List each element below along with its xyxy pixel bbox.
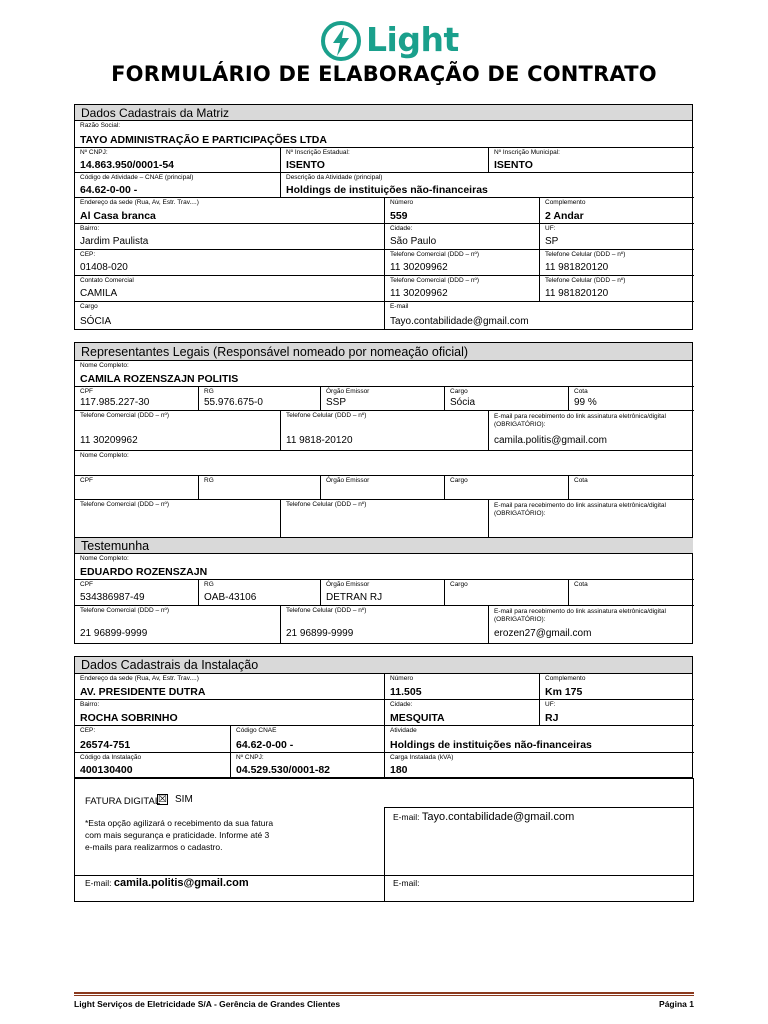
field-cpf[interactable] [74, 386, 198, 410]
field-cpf-2[interactable] [74, 475, 198, 499]
field-value: Holdings de instituições não-financeiras [286, 184, 488, 196]
field-telefone-celular-contato[interactable] [539, 275, 694, 301]
field-telefone-comercial-contato[interactable] [384, 275, 539, 301]
field-label: Telefone Celular (DDD – nº) [286, 501, 367, 508]
field-value: 99 % [574, 397, 597, 408]
field-label: CEP: [80, 727, 96, 734]
field-endereco[interactable] [74, 197, 384, 223]
field-cnae[interactable] [74, 172, 280, 197]
field-bairro[interactable] [74, 223, 384, 249]
field-value: 21 96899-9999 [80, 628, 148, 639]
field-value: 26574-751 [80, 739, 131, 751]
field-label: UF: [545, 701, 556, 708]
field-value: 2 Andar [545, 210, 584, 222]
field-value: 64.62-0-00 - [236, 739, 294, 751]
field-value: CAMILA [80, 288, 118, 299]
field-telefone-comercial[interactable] [384, 249, 539, 275]
field-label: CPF [80, 477, 93, 484]
field-value: Km 175 [545, 686, 583, 698]
field-telefone-celular[interactable] [539, 249, 694, 275]
field-rg[interactable] [198, 386, 320, 410]
field-uf-instalacao[interactable] [539, 699, 694, 725]
field-label: UF: [545, 225, 556, 232]
field-value: erozen27@gmail.com [494, 628, 592, 639]
field-label: Órgão Emissor [326, 388, 370, 395]
field-label: Cargo [450, 477, 468, 484]
field-telefone-comercial-2[interactable] [74, 499, 280, 537]
section-header: Dados Cadastrais da Matriz [75, 105, 692, 121]
field-telefone-celular[interactable] [280, 410, 488, 450]
field-label: Nome Completo: [80, 362, 129, 369]
field-value: TAYO ADMINISTRAÇÃO E PARTICIPAÇÕES LTDA [80, 134, 327, 146]
field-telefone-comercial-testemunha[interactable] [74, 605, 280, 643]
field-email[interactable] [384, 301, 694, 329]
field-numero-instalacao[interactable] [384, 674, 539, 699]
field-label: Telefone Comercial (DDD – nº) [80, 607, 170, 614]
field-orgao-emissor[interactable] [320, 386, 444, 410]
field-label: Telefone Comercial (DDD – nº) [80, 412, 170, 419]
field-value: RJ [545, 712, 559, 724]
field-value: SÓCIA [80, 316, 112, 327]
field-label: Telefone Celular (DDD – nº) [545, 251, 626, 258]
field-value: camila.politis@gmail.com [494, 435, 607, 446]
email-field-2[interactable] [393, 811, 574, 823]
field-value: 04.529.530/0001-82 [236, 764, 331, 776]
field-complemento[interactable] [539, 197, 694, 223]
field-label: Cidade: [390, 225, 413, 232]
field-cpf-testemunha[interactable] [74, 579, 198, 605]
field-value: MESQUITA [390, 712, 445, 724]
field-value: SP [545, 236, 559, 247]
fatura-digital-checkbox[interactable]: ☒ [158, 794, 167, 805]
field-label: Descrição da Atividade (principal) [286, 174, 383, 181]
field-label: E-mail para recebimento do link assinatura eletrônica/digital (OBRIGATÓRIO): [494, 502, 666, 517]
field-label: RG [204, 388, 214, 395]
field-label: Nome Completo: [80, 452, 129, 459]
field-bairro-instalacao[interactable] [74, 699, 384, 725]
field-label: Nome Completo: [80, 555, 129, 562]
field-cota-testemunha[interactable] [568, 579, 694, 605]
field-label: Atividade [390, 727, 417, 734]
section-matriz [74, 104, 693, 330]
field-label: Nº Inscrição Municipal: [494, 149, 560, 156]
field-label: Telefone Comercial (DDD – nº) [390, 251, 480, 258]
field-carga-instalada[interactable] [384, 752, 694, 777]
field-value: CAMILA ROZENSZAJN POLITIS [80, 373, 239, 385]
field-label: Telefone Comercial (DDD – nº) [390, 277, 480, 284]
field-value: 11 9818-20120 [286, 435, 353, 446]
field-value: Jardim Paulista [80, 236, 149, 247]
field-contato-comercial[interactable] [74, 275, 384, 301]
section-header-testemunha: Testemunha [74, 537, 693, 553]
field-value: 534386987-49 [80, 592, 145, 603]
field-orgao-emissor-testemunha[interactable] [320, 579, 444, 605]
field-label: Endereço da sede (Rua, Av, Estr. Trav....) [80, 675, 199, 682]
field-cargo-2[interactable] [444, 475, 568, 499]
section-header: Representantes Legais (Responsável nomeado por nomeação oficial) [75, 343, 692, 361]
field-label: Bairro: [80, 701, 100, 708]
field-label: Contato Comercial [80, 277, 134, 284]
field-value: 559 [390, 210, 408, 222]
field-value: ROCHA SOBRINHO [80, 712, 178, 724]
checkbox-label-sim: SIM [175, 794, 193, 805]
page-number: Página 1 [659, 999, 694, 1009]
field-label: Carga Instalada (kVA) [390, 754, 454, 761]
footer-divider [74, 995, 694, 996]
field-endereco-instalacao[interactable] [74, 674, 384, 699]
lightning-bolt-icon [320, 20, 362, 62]
field-cargo[interactable] [444, 386, 568, 410]
field-numero[interactable] [384, 197, 539, 223]
field-label: RG [204, 477, 214, 484]
field-cidade-instalacao[interactable] [384, 699, 539, 725]
footer-divider [74, 992, 694, 994]
field-label: RG [204, 581, 214, 588]
field-cota[interactable] [568, 386, 694, 410]
field-uf[interactable] [539, 223, 694, 249]
email-value: camila.politis@gmail.com [113, 877, 249, 889]
field-value: 11 981820120 [545, 262, 609, 273]
field-label: Telefone Celular (DDD – nº) [545, 277, 626, 284]
field-label: Cota [574, 477, 588, 484]
field-label: Bairro: [80, 225, 100, 232]
fatura-digital-label: FATURA DIGITAL [85, 796, 161, 807]
field-label: Razão Social: [80, 122, 121, 129]
field-label: Número [390, 675, 414, 682]
field-label: CPF [80, 581, 93, 588]
light-logo [320, 18, 459, 64]
field-cnpj[interactable] [74, 147, 280, 172]
field-codigo-instalacao[interactable] [74, 752, 230, 777]
field-label: Cargo [80, 303, 98, 310]
field-label: Complemento [545, 675, 586, 682]
email-label: E-mail: [393, 812, 420, 822]
field-cnae-instalacao[interactable] [230, 725, 384, 752]
divider [75, 875, 693, 876]
field-cidade[interactable] [384, 223, 539, 249]
field-value: Al Casa branca [80, 210, 156, 222]
field-value: 55.976.675-0 [204, 397, 263, 408]
field-rg-2[interactable] [198, 475, 320, 499]
field-label: Código de Atividade – CNAE (principal) [80, 174, 194, 181]
field-label: Endereço da sede (Rua, Av, Estr. Trav....) [80, 199, 199, 206]
field-email-assinatura[interactable] [488, 410, 694, 450]
field-label: Código CNAE [236, 727, 277, 734]
email-value: Tayo.contabilidade@gmail.com [421, 811, 575, 823]
field-value: 117.985.227-30 [80, 397, 150, 408]
field-label: Telefone Celular (DDD – nº) [286, 412, 367, 419]
field-cota-2[interactable] [568, 475, 694, 499]
footer-company: Light Serviços de Eletricidade S/A - Gerência de Grandes Clientes [74, 999, 341, 1009]
section-header: Dados Cadastrais da Instalação [75, 657, 692, 674]
field-razao-social[interactable] [74, 121, 693, 147]
field-orgao-emissor-2[interactable] [320, 475, 444, 499]
field-label: Cargo [450, 581, 468, 588]
field-value: 64.62-0-00 - [80, 184, 138, 196]
field-complemento-instalacao[interactable] [539, 674, 694, 699]
field-label: E-mail para recebimento do link assinatura eletrônica/digital (OBRIGATÓRIO): [494, 608, 666, 623]
field-value: 400130400 [80, 764, 133, 776]
field-value: São Paulo [390, 236, 437, 247]
field-label: Nº Inscrição Estadual: [286, 149, 350, 156]
field-value: SSP [326, 397, 347, 408]
field-label: E-mail [390, 303, 409, 310]
field-rg-testemunha[interactable] [198, 579, 320, 605]
field-value: AV. PRESIDENTE DUTRA [80, 686, 206, 698]
field-value: 14.863.950/0001-54 [80, 159, 175, 171]
field-value: 11.505 [390, 686, 422, 698]
field-email-assinatura-2[interactable] [488, 499, 694, 537]
field-label: CPF [80, 388, 93, 395]
field-nome-testemunha[interactable] [74, 553, 693, 579]
field-email-assinatura-testemunha[interactable] [488, 605, 694, 643]
field-value: EDUARDO ROZENSZAJN [80, 566, 208, 578]
field-value: 180 [390, 764, 408, 776]
field-value: 11 981820120 [545, 288, 609, 299]
field-value: Tayo.contabilidade@gmail.com [390, 316, 529, 327]
field-label: Cidade: [390, 701, 413, 708]
field-label: Telefone Celular (DDD – nº) [286, 607, 367, 614]
section-fatura-digital [74, 778, 694, 902]
field-telefone-celular-testemunha[interactable] [280, 605, 488, 643]
field-cep[interactable] [74, 249, 384, 275]
divider [384, 807, 693, 808]
field-label: Cota [574, 581, 588, 588]
field-label: Código da Instalação [80, 754, 142, 761]
fatura-note: *Esta opção agilizará o recebimento da sua fatura com mais segurança e praticidade. Informe até 3 e-mails para realizarmos o cadastro. [85, 818, 274, 852]
field-value: Holdings de instituições não-financeiras [390, 739, 592, 751]
field-cargo[interactable] [74, 301, 384, 329]
field-cnpj-instalacao[interactable] [230, 752, 384, 777]
section-instalacao [74, 656, 693, 778]
field-value: ISENTO [286, 159, 325, 171]
field-telefone-celular-2[interactable] [280, 499, 488, 537]
field-value: Sócia [450, 397, 476, 408]
field-label: Número [390, 199, 414, 206]
field-label: Cargo [450, 388, 468, 395]
field-value: 11 30209962 [390, 262, 448, 273]
field-nome-representante[interactable] [74, 361, 693, 386]
field-atividade-instalacao[interactable] [384, 725, 694, 752]
field-inscricao-municipal[interactable] [488, 147, 694, 172]
field-value: 11 30209962 [80, 435, 138, 446]
field-label: Telefone Comercial (DDD – nº) [80, 501, 170, 508]
email-label: E-mail: [393, 878, 420, 888]
brand-name: Light [366, 20, 459, 59]
field-descricao-atividade[interactable] [280, 172, 694, 197]
field-label: Cota [574, 388, 588, 395]
field-value: 01408-020 [80, 262, 128, 273]
email-label: E-mail: [85, 878, 112, 888]
email-field-1[interactable] [85, 877, 249, 889]
page-title: FORMULÁRIO DE ELABORAÇÃO DE CONTRATO [111, 62, 657, 86]
field-value: DETRAN RJ [326, 592, 383, 603]
divider [384, 807, 385, 901]
field-label: Nº CNPJ: [236, 754, 264, 761]
field-label: CEP: [80, 251, 96, 258]
field-label: Órgão Emissor [326, 477, 370, 484]
field-nome-representante-2[interactable] [74, 450, 693, 475]
field-value: OAB-43106 [204, 592, 257, 603]
field-label: Nº CNPJ: [80, 149, 108, 156]
field-label: Complemento [545, 199, 586, 206]
field-telefone-comercial[interactable] [74, 410, 280, 450]
field-value: 21 96899-9999 [286, 628, 354, 639]
section-representantes [74, 342, 693, 644]
field-label: E-mail para recebimento do link assinatura eletrônica/digital (OBRIGATÓRIO): [494, 413, 666, 428]
field-cep-instalacao[interactable] [74, 725, 230, 752]
field-value: 11 30209962 [390, 288, 448, 299]
field-cargo-testemunha[interactable] [444, 579, 568, 605]
field-value: ISENTO [494, 159, 533, 171]
field-inscricao-estadual[interactable] [280, 147, 488, 172]
email-field-3[interactable] [393, 877, 419, 889]
field-label: Órgão Emissor [326, 581, 370, 588]
